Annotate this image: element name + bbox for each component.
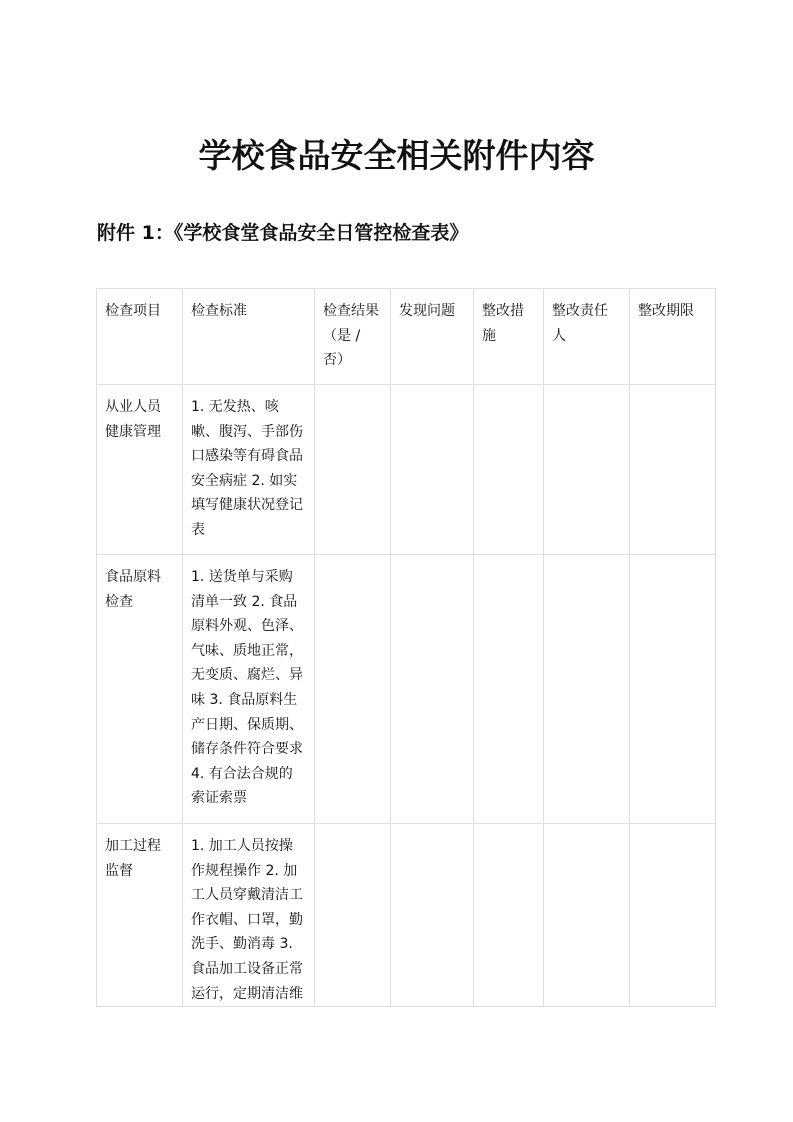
result-cell[interactable]	[315, 385, 391, 555]
table-row	[97, 824, 716, 1007]
deadline-cell[interactable]	[630, 824, 716, 1007]
item-cell: 食品原料检查	[97, 555, 183, 824]
standard-cell: 1. 送货单与采购清单一致 2. 食品原料外观、色泽、气味、质地正常，无变质、腐烂、异味 3. 食品原料生产日期、保质期、储存条件符合要求 4. 有合法合规的索证索票	[183, 555, 315, 824]
inspection-table	[96, 288, 716, 1007]
header-cell: 整改措施	[474, 289, 544, 385]
attachment-heading: 附件 1：《学校食堂食品安全日管控检查表》	[97, 222, 469, 244]
owner-cell[interactable]	[544, 555, 630, 824]
deadline-cell[interactable]	[630, 555, 716, 824]
measure-cell[interactable]	[474, 555, 544, 824]
standard-cell: 1. 加工人员按操作规程操作 2. 加工人员穿戴清洁工作衣帽、口罩，勤洗手、勤消毒 3. 食品加工设备正常运行，定期清洁维	[183, 824, 315, 1007]
item-cell: 加工过程监督	[97, 824, 183, 1007]
owner-cell[interactable]	[544, 824, 630, 1007]
header-cell: 检查标准	[183, 289, 315, 385]
page-title: 学校食品安全相关附件内容	[198, 136, 595, 175]
deadline-cell[interactable]	[630, 385, 716, 555]
table-row	[97, 385, 716, 555]
owner-cell[interactable]	[544, 385, 630, 555]
table-header-row	[97, 289, 716, 385]
standard-cell: 1. 无发热、咳嗽、腹泻、手部伤口感染等有碍食品安全病症 2. 如实填写健康状况登记表	[183, 385, 315, 555]
measure-cell[interactable]	[474, 824, 544, 1007]
issue-cell[interactable]	[391, 555, 474, 824]
result-cell[interactable]	[315, 824, 391, 1007]
issue-cell[interactable]	[391, 385, 474, 555]
issue-cell[interactable]	[391, 824, 474, 1007]
result-cell[interactable]	[315, 555, 391, 824]
measure-cell[interactable]	[474, 385, 544, 555]
inspection-table-container	[96, 288, 715, 1007]
header-cell: 检查结果（是 / 否）	[315, 289, 391, 385]
header-cell: 发现问题	[391, 289, 474, 385]
header-cell: 检查项目	[97, 289, 183, 385]
item-cell: 从业人员健康管理	[97, 385, 183, 555]
table-row	[97, 555, 716, 824]
header-cell: 整改期限	[630, 289, 716, 385]
header-cell: 整改责任人	[544, 289, 630, 385]
